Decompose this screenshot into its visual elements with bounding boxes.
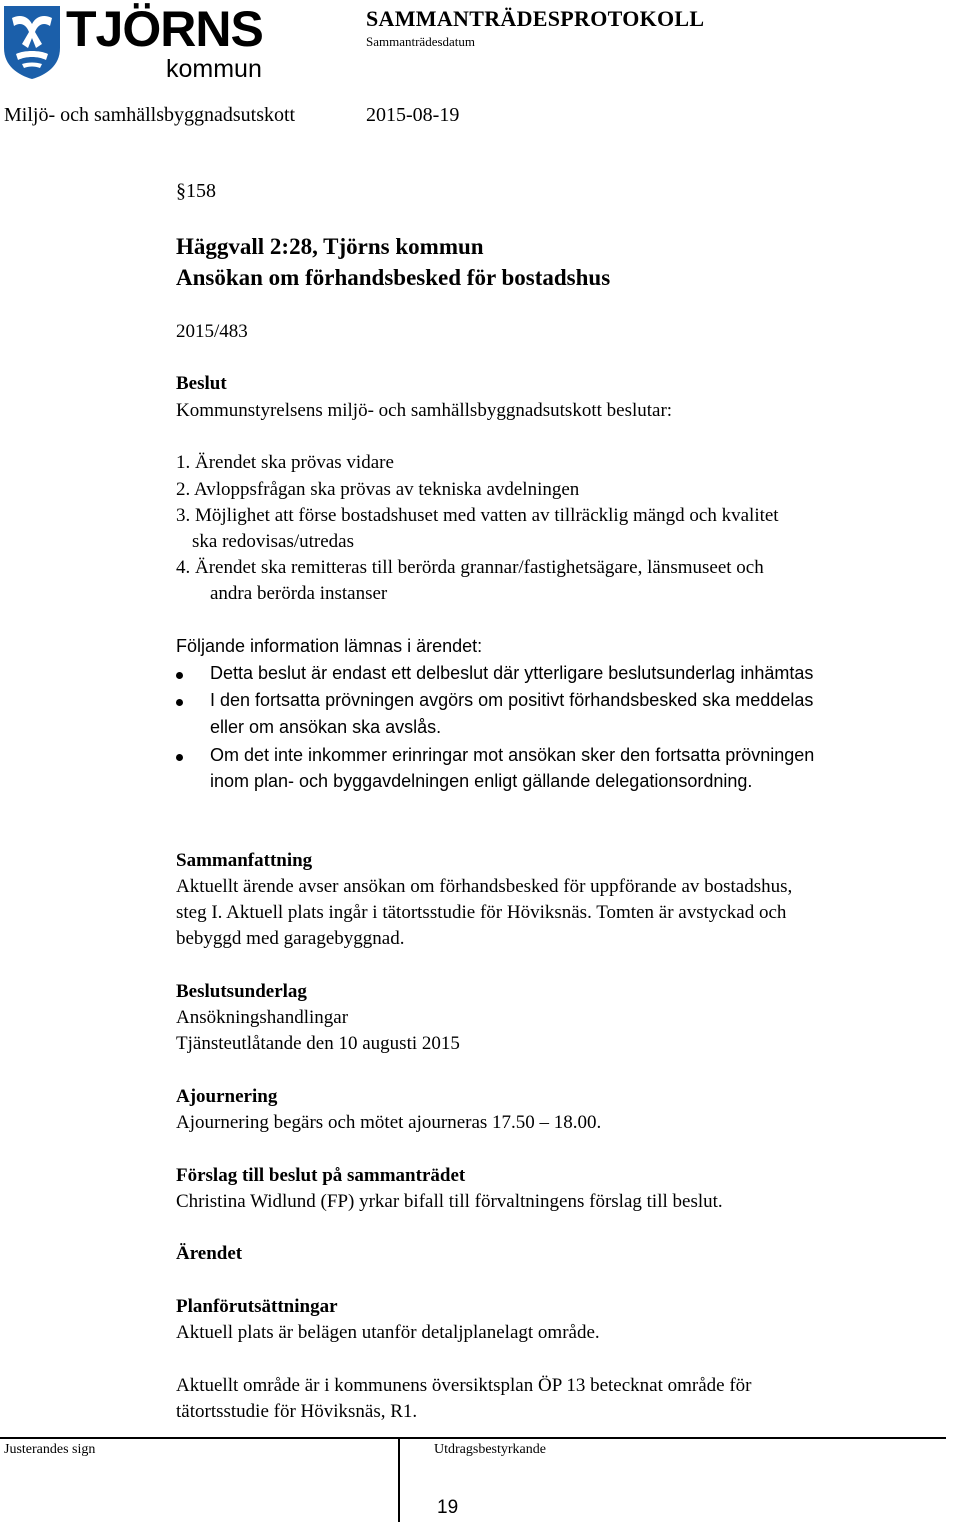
list-item: 1. Ärendet ska prövas vidare <box>176 452 394 473</box>
list-item: 4. Ärendet ska remitteras till berörda grannar/fastighetsägare, länsmuseet och <box>176 557 764 578</box>
proposal-heading: Förslag till beslut på sammanträdet <box>176 1165 466 1186</box>
meeting-date: 2015-08-19 <box>366 104 460 126</box>
certification-label: Utdragsbestyrkande <box>434 1442 546 1457</box>
list-item-continuation: andra berörda instanser <box>210 583 388 604</box>
summary-line: bebyggd med garagebyggnad. <box>176 928 405 949</box>
meeting-date-label: Sammanträdesdatum <box>366 34 476 49</box>
summary-line: steg I. Aktuell plats ingår i tätortsstudie för Höviksnäs. Tomten är avstyckad och <box>176 902 787 923</box>
municipality-logo <box>2 4 62 80</box>
section-symbol: § <box>176 180 186 202</box>
matter-heading: Ärendet <box>176 1243 243 1264</box>
footer-vertical-divider <box>398 1439 400 1522</box>
proposal-text: Christina Widlund (FP) yrkar bifall till förvaltningens förslag till beslut. <box>176 1191 723 1212</box>
planning-heading: Planförutsättningar <box>176 1296 338 1317</box>
bullet-icon <box>176 699 183 706</box>
list-item-continuation: ska redovisas/utredas <box>192 531 354 552</box>
bullet-icon <box>176 754 183 761</box>
planning-text: Aktuellt område är i kommunens översiktsplan ÖP 13 betecknat område för <box>176 1375 752 1396</box>
planning-text: Aktuell plats är belägen utanför detaljplanelagt område. <box>176 1322 600 1343</box>
list-item-continuation: eller om ansökan ska avslås. <box>210 717 442 737</box>
summary-line: Aktuellt ärende avser ansökan om förhandsbesked för uppförande av bostadshus, <box>176 876 793 897</box>
summary-heading: Sammanfattning <box>176 850 313 871</box>
signature-label: Justerandes sign <box>4 1442 96 1457</box>
case-title-line-1: Häggvall 2:28, Tjörns kommun <box>176 234 484 259</box>
decision-intro: Kommunstyrelsens miljö- och samhällsbyggnadsutskott beslutar: <box>176 400 673 421</box>
case-title-line-2: Ansökan om förhandsbesked för bostadshus <box>176 265 611 290</box>
list-item: 3. Möjlighet att förse bostadshuset med vatten av tillräcklig mängd och kvalitet <box>176 505 779 526</box>
committee-name: Miljö- och samhällsbyggnadsutskott <box>4 104 296 126</box>
bullet-icon <box>176 672 183 679</box>
coat-of-arms-icon <box>2 4 62 80</box>
brand-name: TJÖRNS <box>66 1 263 57</box>
document-title: SAMMANTRÄDESPROTOKOLL <box>366 6 705 31</box>
basis-line: Ansökningshandlingar <box>176 1007 349 1028</box>
footer-divider <box>0 1437 946 1439</box>
basis-line: Tjänsteutlåtande den 10 augusti 2015 <box>176 1033 460 1054</box>
adjournment-text: Ajournering begärs och mötet ajourneras 17.50 – 18.00. <box>176 1112 602 1133</box>
planning-text: tätortsstudie för Höviksnäs, R1. <box>176 1401 418 1422</box>
brand-subtitle: kommun <box>166 55 262 83</box>
list-item: 2. Avloppsfrågan ska prövas av tekniska avdelningen <box>176 479 580 500</box>
diary-number: 2015/483 <box>176 321 248 342</box>
list-item: Detta beslut är endast ett delbeslut där ytterligare beslutsunderlag inhämtas <box>210 663 814 683</box>
list-item: Om det inte inkommer erinringar mot ansökan sker den fortsatta prövningen <box>210 745 815 765</box>
basis-heading: Beslutsunderlag <box>176 981 307 1002</box>
page-number: 19 <box>437 1497 459 1518</box>
decision-heading: Beslut <box>176 373 227 394</box>
list-item-continuation: inom plan- och byggavdelningen enligt gällande delegationsordning. <box>210 771 753 791</box>
section-number: §158 <box>176 180 216 202</box>
list-item: I den fortsatta prövningen avgörs om positivt förhandsbesked ska meddelas <box>210 690 814 710</box>
adjournment-heading: Ajournering <box>176 1086 278 1107</box>
info-intro: Följande information lämnas i ärendet: <box>176 636 483 656</box>
